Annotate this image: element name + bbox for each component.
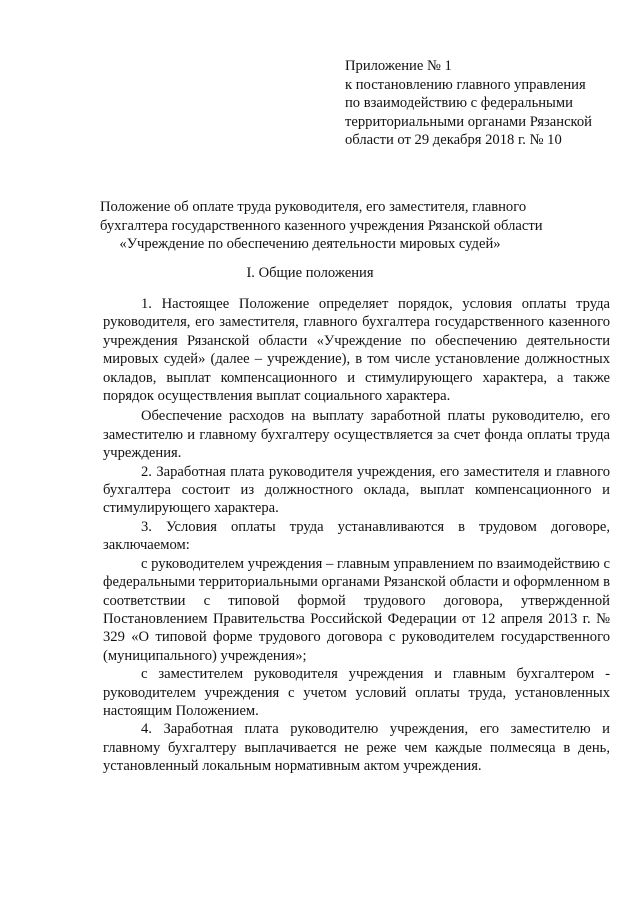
paragraph-7: 4. Заработная плата руководителю учреждения, его заместителю и главному бухгалтеру выплачивается не реже чем каждые полмесяца в день, установленный локальным нормативным актом учреждения.	[103, 721, 610, 775]
section-heading: I. Общие положения	[246, 265, 374, 281]
paragraph-4: 3. Условия оплаты труда устанавливаются в трудовом договоре, заключаемом:	[103, 518, 610, 554]
paragraph-2: Обеспечение расходов на выплату заработной платы руководителю, его заместителю и главному бухгалтеру осуществляется за счет фонда оплаты труда учреждения.	[103, 408, 610, 462]
appendix-header	[345, 57, 615, 150]
title-line: Положение об оплате труда руководителя, его заместителя, главного	[100, 199, 527, 215]
paragraph-3: 2. Заработная плата руководителя учреждения, его заместителя и главного бухгалтера состоит из должностного оклада, выплат компенсационного и стимулирующего характера.	[103, 463, 610, 517]
document-title	[100, 198, 543, 254]
paragraph-1: 1. Настоящее Положение определяет порядок, условия оплаты труда руководителя, его заместителя, главного бухгалтера государственного казенного учреждения Рязанской области «Учреждение по обеспечению деятельности мировых судей» (далее – учреждение), в том числе установление должностных окладов, выплат компенсационного и стимулирующего характера, а также порядок осуществления выплат социального характера.	[103, 296, 610, 405]
appendix-line: Приложение № 1	[345, 58, 452, 74]
appendix-line: к постановлению главного управления	[345, 76, 586, 93]
appendix-line: области от 29 декабря 2018 г. № 10	[345, 132, 562, 149]
appendix-line: по взаимодействию с федеральными	[345, 95, 573, 112]
paragraph-6: с заместителем руководителя учреждения и главным бухгалтером - руководителем учреждения с учетом условий оплаты труда, установленных настоящим Положением.	[103, 666, 610, 719]
title-line: бухгалтера государственного казенного учреждения Рязанской области	[100, 217, 543, 234]
document-body	[103, 295, 610, 776]
paragraph-5: с руководителем учреждения – главным управлением по взаимодействию с федеральными территориальными органами Рязанской области и оформленном в соответствии с типовой формой трудового договора, утвержденной Постановлением Правительства Российской Федерации от 12 апреля 2013 г. № 329 «О типовой форме трудового договора с руководителем государственного (муниципального) учреждения»;	[103, 555, 610, 664]
title-line: «Учреждение по обеспечению деятельности мировых судей»	[119, 236, 501, 253]
appendix-line: территориальными органами Рязанской	[345, 113, 592, 130]
